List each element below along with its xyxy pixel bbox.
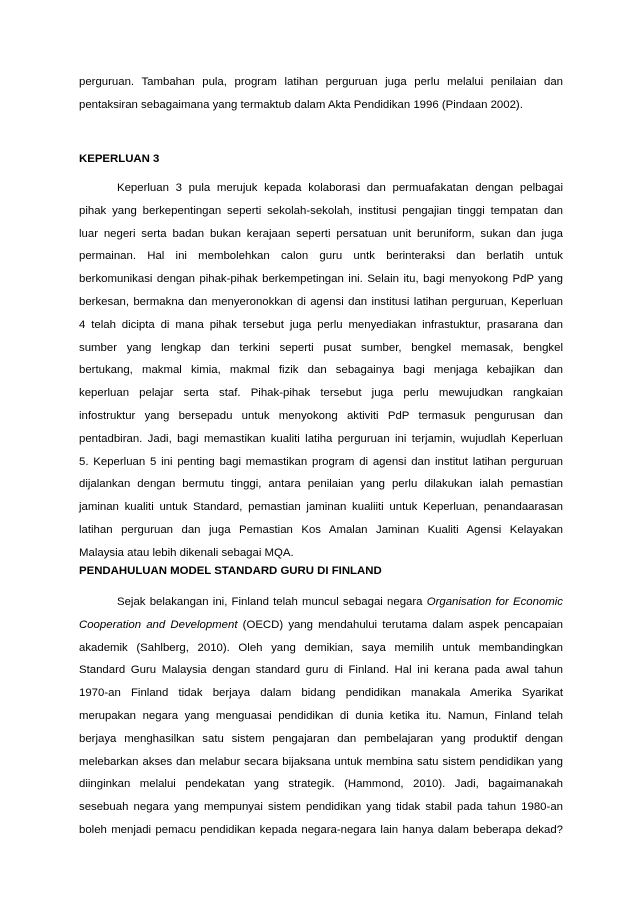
text-line: melebarkan akses dan melabur secara bijaksana untuk membina satu sistem pendidikan yang: [79, 755, 563, 768]
text-line: diinginkan melalui pendekatan yang strategik. (Hammond, 2010). Jadi, bagaimanakah: [79, 778, 563, 791]
text-line: Standard Guru Malaysia dengan standard guru di Finland. Hal ini kerana pada awal tahun: [79, 664, 563, 677]
text-line: permainan. Hal ini membolehkan calon guru untk berinteraksi dan berlatih untuk: [79, 250, 563, 263]
italic-text: Organisation for Economic: [426, 596, 563, 608]
text-line: merupakan negara yang menguasai pendidikan di dunia ketika itu. Namun, Finland telah: [79, 709, 563, 722]
text-line: bertukang, makmal kimia, makmal fizik dan sebagainya bagi menjaga kebajikan dan: [79, 364, 563, 377]
text-line: perguruan. Tambahan pula, program latihan perguruan juga perlu melalui penilaian dan: [79, 76, 563, 88]
text-line: akademik (Sahlberg, 2010). Oleh yang demikian, saya memilih untuk membandingkan: [79, 641, 563, 654]
paragraph-intro: [79, 71, 563, 117]
paragraph-finland-lines: [79, 637, 563, 842]
text-line: 4 telah dicipta di mana pihak tersebut juga perlu menyediakan infrastuktur, prasarana dan: [79, 318, 563, 331]
heading-keperluan-3: KEPERLUAN 3: [79, 153, 160, 165]
text-line: jaminan kualiti untuk Standard, pemastian jaminan kualiiti untuk Keperluan, penandaarasan: [79, 501, 563, 514]
text-line: Malaysia atau lebih dikenali sebagai MQA.: [79, 546, 294, 559]
text-line: pihak yang berkepentingan seperti sekolah-sekolah, institusi pengajian tinggi tempatan dan: [79, 204, 563, 217]
text-line: 1970-an Finland tidak berjaya dalam bidang pendidikan manakala Amerika Syarikat: [79, 687, 563, 700]
text-line: latihan perguruan dan juga Pemastian Kos Amalan Jaminan Kualiti Agensi Kelayakan: [79, 523, 563, 536]
text-line: berkesan, bermakna dan menyeronokkan di agensi dan institusi latihan perguruan, Keperluan: [79, 295, 563, 308]
text-line: 5. Keperluan 5 ini penting bagi memastikan program di agensi dan institut latihan perguruan: [79, 455, 563, 468]
text-line: [79, 591, 563, 614]
text-line: boleh menjadi pemacu pendidikan kepada negara-negara lain hanya dalam beberapa dekad?: [79, 823, 563, 836]
heading-finland-model: PENDAHULUAN MODEL STANDARD GURU DI FINLAND: [79, 565, 382, 577]
text-line: [79, 614, 563, 637]
text-span: (OECD) yang mendahului terutama dalam aspek pencapaian: [237, 618, 563, 631]
text-span: Sejak belakangan ini, Finland telah muncul sebagai negara: [117, 596, 427, 608]
text-line: berkomunikasi dengan pihak-pihak berkempetingan ini. Selain itu, bagi menyokong PdP yang: [79, 273, 563, 286]
text-line: infostruktur yang bersepadu untuk menyokong aktiviti PdP termasuk pengurusan dan: [79, 409, 563, 422]
text-line: luar negeri serta badan bukan kerajaan seperti persatuan unit beruniform, sukan dan juga: [79, 227, 563, 240]
italic-text: Cooperation and Development: [79, 618, 238, 631]
text-line: Keperluan 3 pula merujuk kepada kolaborasi dan permuafakatan dengan pelbagai: [117, 182, 563, 194]
text-line: sumber yang lengkap dan terkini seperti pusat sumber, bengkel memasak, bengkel: [79, 341, 563, 354]
text-line: sesebuah negara yang mempunyai sistem pendidikan yang tidak stabil pada tahun 1980-an: [79, 801, 563, 814]
paragraph-finland: [79, 591, 563, 842]
text-line: pentadbiran. Jadi, bagi memastikan kualiti latiha perguruan ini terjamin, wujudlah Keperluan: [79, 432, 563, 445]
text-line: berjaya menghasilkan satu sistem pengajaran dan pembelajaran yang produktif dengan: [79, 732, 563, 745]
text-line: pentaksiran sebagaimana yang termaktub dalam Akta Pendidikan 1996 (Pindaan 2002).: [79, 98, 523, 111]
paragraph-keperluan-3: [79, 177, 563, 565]
text-line: dijalankan dengan bermutu tinggi, antara penilaian yang perlu dilakukan ialah pemastian: [79, 478, 563, 491]
text-line: keperluan pelajar serta staf. Pihak-pihak tersebut juga perlu mewujudkan rangkaian: [79, 387, 563, 400]
